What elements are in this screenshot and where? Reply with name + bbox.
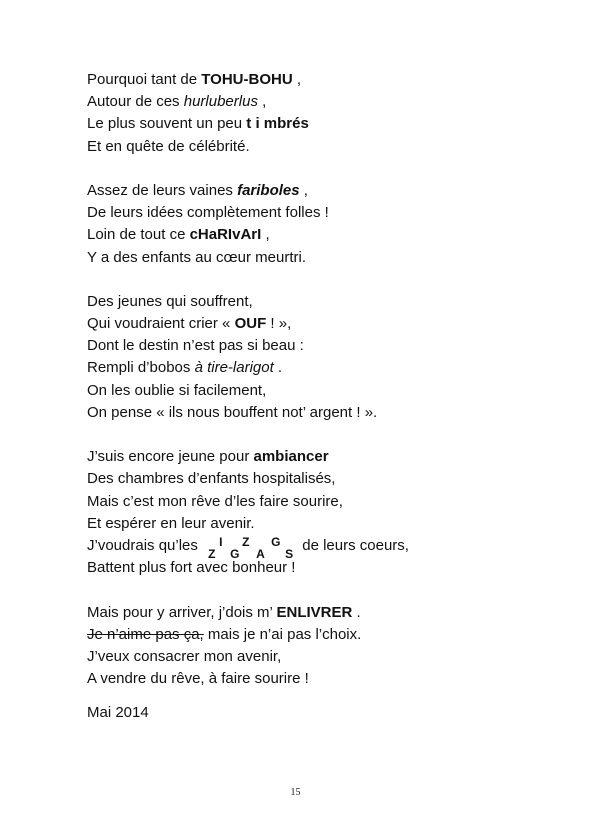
- stanza-gap: [87, 158, 567, 180]
- bold-italic-word: fariboles: [237, 181, 300, 199]
- poem: [87, 69, 567, 724]
- text: Pourquoi tant de: [87, 71, 202, 88]
- poem-line: On les oublie si facilement,: [87, 381, 267, 399]
- text: Le plus souvent un peu: [87, 115, 247, 133]
- poem-line: [87, 534, 567, 561]
- text: Qui voudraient crier «: [87, 315, 235, 333]
- poem-line: Mais c’est mon rêve d’les faire sourire,: [87, 492, 343, 510]
- zigzag-letter: A: [256, 546, 265, 561]
- text: J’voudrais qu’les: [87, 536, 203, 554]
- italic-word: hurluberlus: [183, 93, 258, 111]
- poem-line: [87, 224, 567, 246]
- struck-text: Je n’aime pas ça,: [87, 625, 204, 643]
- poem-line: Dont le destin n’est pas si beau :: [87, 337, 304, 355]
- poem-line: Y a des enfants au cœur meurtri.: [87, 248, 306, 266]
- italic-word: à tire-larigot: [194, 359, 274, 377]
- poem-line: Des jeunes qui souffrent,: [87, 292, 253, 310]
- text: Loin de tout ce: [87, 226, 190, 244]
- bold-word: TOHU-BOHU: [201, 71, 293, 88]
- text: Assez de leurs vaines: [87, 181, 238, 199]
- zigzag-letter: G: [230, 546, 240, 561]
- text: ,: [299, 181, 308, 199]
- text: .: [273, 359, 283, 377]
- poem-line: [87, 446, 567, 468]
- zigzag-letter: S: [285, 546, 294, 561]
- text: .: [352, 603, 361, 621]
- poem-line: J’veux consacrer mon avenir,: [87, 647, 282, 665]
- text: ,: [292, 71, 301, 88]
- poem-line: [87, 91, 567, 113]
- zigzag-letter: I: [219, 534, 223, 549]
- text: Rempli d’bobos: [87, 359, 195, 377]
- poem-line: A vendre du rêve, à faire sourire !: [87, 670, 309, 688]
- text: mais je n’ai pas l’choix.: [203, 625, 362, 643]
- zigzag-word: [202, 534, 298, 561]
- stanza-gap: [87, 269, 567, 291]
- poem-line: Et en quête de célébrité.: [87, 137, 250, 155]
- bold-word: t i mbrés: [246, 115, 309, 133]
- bold-word: ENLIVRER: [276, 603, 353, 621]
- text: Mais pour y arriver, j’dois m’: [87, 603, 277, 621]
- poem-date: Mai 2014: [87, 704, 149, 722]
- text: J’suis encore jeune pour: [87, 448, 254, 466]
- poem-line: [87, 69, 567, 91]
- text: ,: [257, 93, 267, 111]
- text: de leurs coeurs,: [298, 536, 409, 554]
- poem-line: [87, 180, 567, 202]
- poem-line: Et espérer en leur avenir.: [87, 514, 255, 532]
- stanza-gap: [87, 579, 567, 601]
- zigzag-letter: G: [271, 534, 281, 549]
- bold-word: ambiancer: [253, 448, 329, 466]
- stanza-gap: [87, 424, 567, 446]
- poem-line: [87, 313, 567, 335]
- zigzag-letter: Z: [208, 546, 216, 561]
- stanza-gap: [87, 690, 567, 702]
- poem-line: [87, 624, 567, 646]
- poem-line: [87, 357, 567, 379]
- text: Autour de ces: [87, 93, 184, 111]
- poem-line: De leurs idées complètement folles !: [87, 204, 329, 222]
- bold-word: OUF: [234, 315, 267, 333]
- text: ,: [261, 226, 270, 244]
- page-number: 15: [290, 787, 301, 798]
- bold-word: cHaRIvArI: [189, 226, 262, 244]
- poem-line: On pense « ils nous bouffent not’ argent ! ».: [87, 403, 378, 421]
- poem-line: Des chambres d’enfants hospitalisés,: [87, 470, 336, 488]
- poem-line: Battent plus fort avec bonheur !: [87, 559, 296, 577]
- text: ! »,: [266, 315, 292, 333]
- zigzag-letter: Z: [242, 534, 250, 549]
- poem-line: [87, 113, 567, 135]
- poem-line: [87, 602, 567, 624]
